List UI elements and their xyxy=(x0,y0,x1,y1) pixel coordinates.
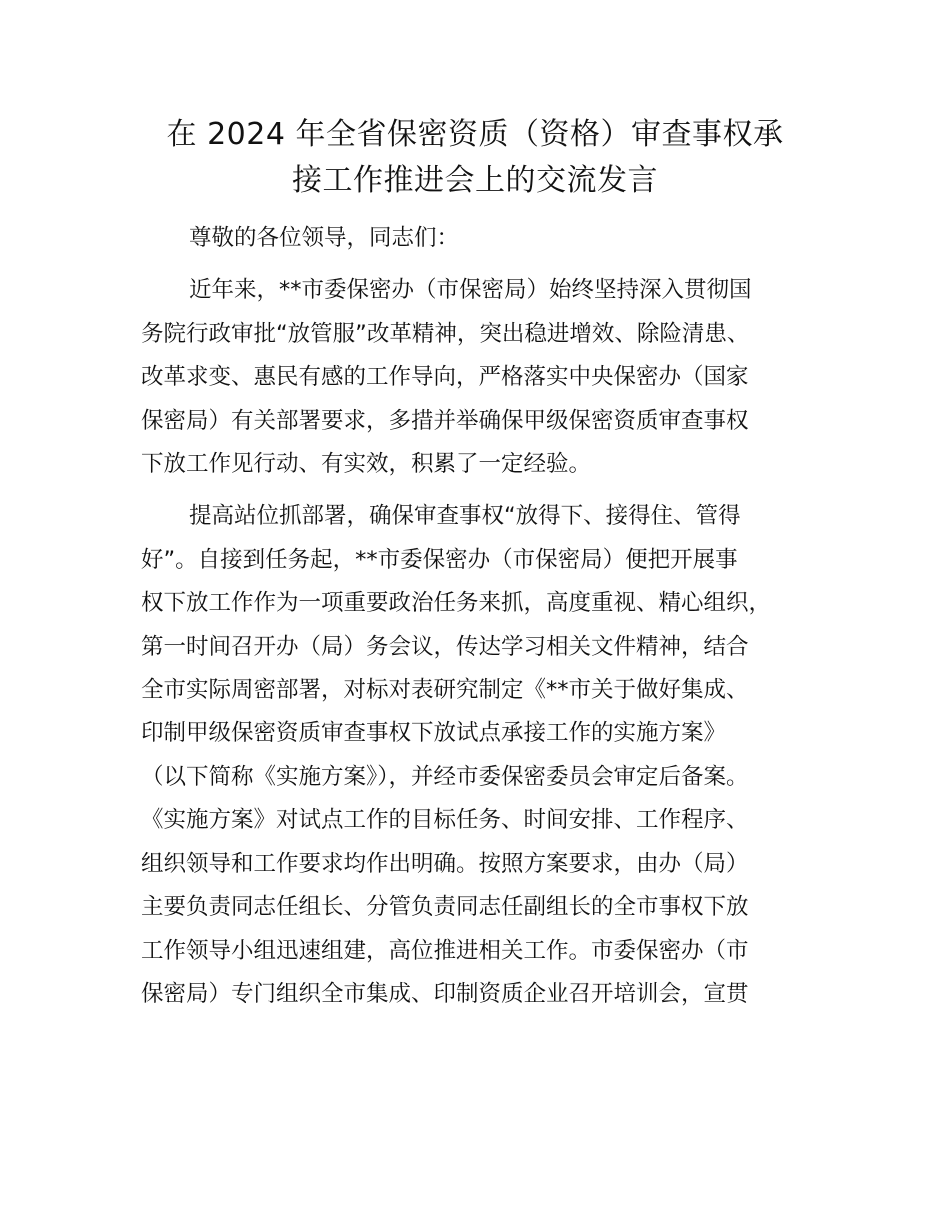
paragraph-line: 提高站位抓部署，确保审查事权“放得下、接得住、管得 xyxy=(189,503,741,530)
paragraph-line: 全市实际周密部署，对标对表研究制定《**市关于做好集成、 xyxy=(141,677,749,704)
document-title xyxy=(120,112,830,204)
paragraph-line: 保密局）专门组织全市集成、印制资质企业召开培训会，宣贯 xyxy=(141,980,749,1007)
paragraph-line: 近年来，**市委保密办（市保密局）始终坚持深入贯彻国 xyxy=(189,277,752,304)
paragraph-line: 好”。自接到任务起，**市委保密办（市保密局）便把开展事 xyxy=(141,546,738,573)
paragraph-line: 尊敬的各位领导，同志们： xyxy=(189,225,460,251)
paragraph-line: （以下简称《实施方案》），并经市委保密委员会审定后备案。 xyxy=(141,763,749,790)
document-body xyxy=(141,217,821,1025)
intro-paragraph xyxy=(141,269,821,486)
paragraph-line: 组织领导和工作要求均作出明确。按照方案要求，由办（局） xyxy=(141,850,749,877)
paragraph-line: 权下放工作作为一项重要政治任务来抓，高度重视、精心组织， xyxy=(141,590,772,617)
title-line: 在 2024 年全省保密资质（资格）审查事权承 xyxy=(166,117,784,152)
paragraph-line: 改革求变、惠民有感的工作导向，严格落实中央保密办（国家 xyxy=(141,364,749,391)
paragraph-line: 《实施方案》对试点工作的目标任务、时间安排、工作程序、 xyxy=(141,807,749,834)
salutation-paragraph xyxy=(141,217,821,260)
paragraph-line: 保密局）有关部署要求，多措并举确保甲级保密资质审查事权 xyxy=(141,407,749,434)
paragraph-line: 务院行政审批“放管服”改革精神，突出稳进增效、除险清患、 xyxy=(141,320,750,347)
paragraph-line: 印制甲级保密资质审查事权下放试点承接工作的实施方案》 xyxy=(141,720,727,747)
paragraph-line: 主要负责同志任组长、分管负责同志任副组长的全市事权下放 xyxy=(141,894,749,921)
paragraph-line: 工作领导小组迅速组建，高位推进相关工作。市委保密办（市 xyxy=(141,937,749,964)
paragraph-line: 第一时间召开办（局）务会议，传达学习相关文件精神，结合 xyxy=(141,633,749,660)
deployment-paragraph xyxy=(141,495,821,1016)
paragraph-line: 下放工作见行动、有实效，积累了一定经验。 xyxy=(141,451,592,478)
title-line: 接工作推进会上的交流发言 xyxy=(292,163,658,198)
